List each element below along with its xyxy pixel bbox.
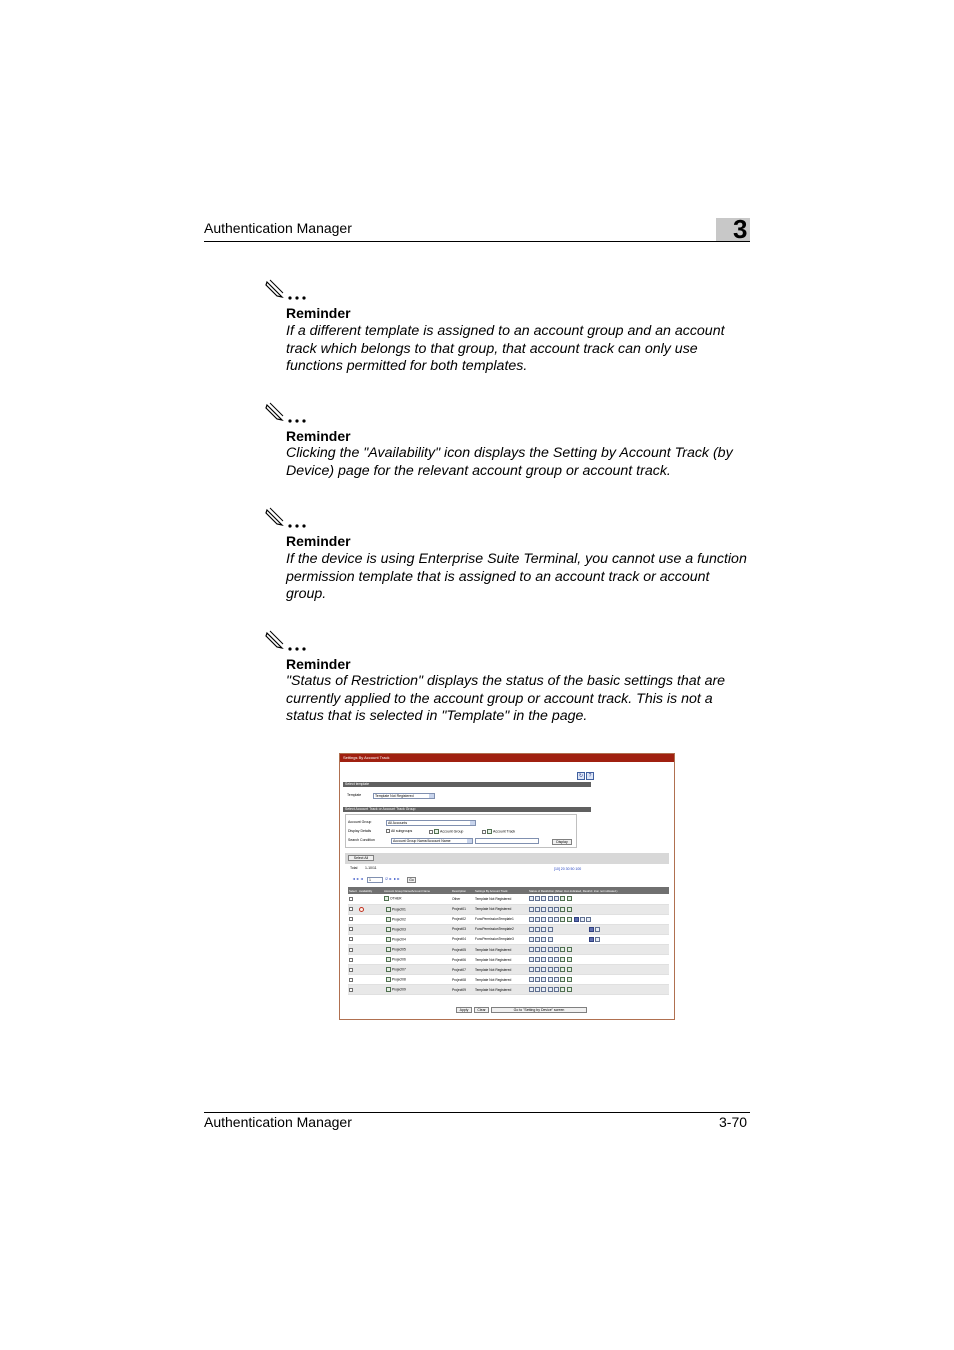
table-row [348, 944, 669, 954]
reminder-text: Clicking the "Availability" icon displays the Setting by Account Track (by Device) page for the relevant account group or account track. [286, 445, 733, 479]
account-track-icon [386, 947, 391, 952]
account-track-icon [386, 957, 391, 962]
row-checkbox[interactable] [349, 917, 353, 921]
row-name: Project09 [391, 987, 406, 992]
copy-icon [529, 957, 534, 962]
print-icon [535, 927, 540, 932]
paper-icon [595, 937, 600, 942]
availability-icon[interactable] [359, 907, 364, 912]
account-track-option-label: Account Track [493, 829, 516, 834]
grid-icon [567, 907, 572, 912]
help-icon[interactable]: ? [586, 772, 594, 780]
fax-icon [548, 927, 553, 932]
row-name: OTHER [390, 896, 402, 901]
row-checkbox[interactable] [349, 927, 353, 931]
row-description: Project05 [451, 944, 474, 954]
scan-icon [541, 937, 546, 942]
account-track-icon [386, 917, 391, 922]
print-icon [535, 957, 540, 962]
copy-icon [529, 907, 534, 912]
row-template: Template Not Registered [474, 975, 528, 985]
scan-icon [541, 987, 546, 992]
scan-icon [541, 907, 546, 912]
apply-button[interactable]: Apply [456, 1007, 472, 1013]
account-group-label: Account Group [348, 820, 372, 824]
account-track-checkbox[interactable] [482, 830, 486, 834]
box-icon [554, 977, 559, 982]
table-row [348, 924, 669, 934]
column-header: Status of Restriction (Allow: Icon indicated, Restrict: Icon not indicated.) [528, 887, 669, 894]
table-row [348, 965, 669, 975]
row-template: Template Not Registered [474, 955, 528, 965]
row-template: FuncPermissionTemplate2 [474, 924, 528, 934]
account-group-option[interactable] [429, 829, 463, 834]
box-icon [554, 967, 559, 972]
row-description: Project02 [451, 914, 474, 924]
nav-next[interactable]: /2 ► ►► [385, 877, 401, 881]
account-track-option[interactable] [482, 829, 515, 834]
fax-icon [548, 987, 553, 992]
total-value: 1-10/11 [365, 866, 377, 870]
box-icon [554, 907, 559, 912]
row-checkbox[interactable] [349, 907, 353, 911]
row-name: Project04 [391, 937, 406, 942]
fax-icon [548, 957, 553, 962]
grid-icon [567, 917, 572, 922]
subgroups-checkbox[interactable] [386, 829, 390, 833]
edit-icon [560, 967, 565, 972]
account-track-icon [386, 927, 391, 932]
scan-icon [541, 977, 546, 982]
template-label: Template [347, 793, 362, 797]
row-template: Template Not Registered [474, 904, 528, 914]
grid-icon [567, 947, 572, 952]
reminder-title: Reminder [286, 305, 351, 321]
account-group-value: All Accounts [388, 821, 408, 825]
grid-icon [567, 977, 572, 982]
row-description: Project07 [451, 965, 474, 975]
account-track-icon [386, 967, 391, 972]
chapter-number: 3 [733, 214, 748, 244]
row-template: Template Not Registered [474, 965, 528, 975]
search-condition-value: Account Group Name/Account Name [393, 839, 451, 843]
copy-icon [529, 896, 534, 901]
search-condition-select[interactable] [391, 838, 473, 844]
account-track-icon [386, 937, 391, 942]
column-header: Description [451, 887, 474, 894]
account-track-icon [386, 977, 391, 982]
search-condition-label: Search Condition [348, 838, 375, 842]
row-description: Other [451, 894, 474, 904]
template-select-value: Template Not Registered [375, 794, 414, 798]
pencil-note-icon [264, 506, 314, 532]
row-checkbox[interactable] [349, 968, 353, 972]
copy-icon [529, 947, 534, 952]
total-label: Total [350, 866, 358, 870]
lock-icon [589, 927, 594, 932]
fax-icon [548, 967, 553, 972]
row-name: Project05 [391, 947, 406, 952]
account-group-checkbox[interactable] [429, 830, 433, 834]
paper-icon [595, 927, 600, 932]
box-icon [554, 947, 559, 952]
box-icon [554, 957, 559, 962]
box-icon [554, 896, 559, 901]
row-description: Project06 [451, 955, 474, 965]
edit-icon [560, 957, 565, 962]
edit-icon [560, 907, 565, 912]
section-account-header: Select Account Track or Account Track Group [343, 807, 591, 812]
row-description: Project08 [451, 975, 474, 985]
status-icons [528, 934, 669, 944]
table-row [348, 894, 669, 904]
subgroups-option[interactable] [386, 829, 412, 834]
account-track-icon [386, 987, 391, 992]
pencil-note-icon [264, 278, 314, 304]
page-input[interactable]: 1 [367, 877, 383, 883]
scan-icon [541, 967, 546, 972]
column-header: Availability [358, 887, 383, 894]
row-description: Project09 [451, 985, 474, 995]
reminder-title: Reminder [286, 428, 351, 444]
go-button[interactable]: Go [407, 877, 416, 883]
table-row [348, 914, 669, 924]
row-name: Project07 [391, 967, 406, 972]
row-name: Project06 [391, 957, 406, 962]
reminder-text: If the device is using Enterprise Suite Terminal, you cannot use a function permission template that is assigned to an account track or account group. [286, 551, 747, 603]
page-size-options[interactable]: [10] 20 30 50 100 [554, 867, 582, 871]
edit-icon [560, 896, 565, 901]
box-icon [554, 917, 559, 922]
select-all-button[interactable]: Select All [348, 855, 374, 861]
running-footer: Authentication Manager [204, 1114, 352, 1130]
row-template: FuncPermissionTemplate1 [474, 914, 528, 924]
fax-icon [548, 907, 553, 912]
page-number: 3-70 [719, 1114, 748, 1130]
column-header: Account Group Name/Account Name [383, 887, 451, 894]
copy-icon [529, 987, 534, 992]
copy-icon [529, 977, 534, 982]
table-row [348, 904, 669, 914]
row-template: FuncPermissionTemplate3 [474, 934, 528, 944]
fax-icon [548, 917, 553, 922]
account-group-option-label: Account Group [440, 829, 464, 834]
row-description: Project01 [451, 904, 474, 914]
status-icons [528, 985, 669, 995]
row-description: Project03 [451, 924, 474, 934]
reminder-text: If a different template is assigned to an account group and an account track which belongs to that group, that account track can only use functions permitted for both templates. [286, 323, 725, 375]
row-template: Template Not Registered [474, 894, 528, 904]
group-icon [434, 829, 439, 834]
table-row [348, 934, 669, 944]
lock-icon [589, 937, 594, 942]
chevron-down-icon [470, 821, 475, 825]
copy-icon [529, 967, 534, 972]
print-icon [535, 987, 540, 992]
template-select[interactable] [373, 793, 435, 799]
clear-button[interactable]: Clear [474, 1007, 489, 1013]
copy-icon [529, 927, 534, 932]
column-header: Settings By Account Track [474, 887, 528, 894]
section-template-header: Select template [343, 782, 591, 787]
scan-icon [541, 947, 546, 952]
scan-icon [541, 927, 546, 932]
status-icons [528, 965, 669, 975]
row-name: Project08 [391, 977, 406, 982]
status-icons [528, 975, 669, 985]
status-icons [528, 924, 669, 934]
chevron-down-icon [429, 794, 434, 798]
account-group-icon [384, 896, 389, 901]
window-title: Settings By Account Track [340, 754, 674, 762]
scan-icon [541, 896, 546, 901]
row-name: Project01 [391, 907, 406, 912]
display-button[interactable]: Display [552, 839, 572, 845]
print-icon [535, 907, 540, 912]
status-icons [528, 894, 669, 904]
account-track-icon [386, 907, 391, 912]
track-icon [487, 829, 492, 834]
row-checkbox[interactable] [349, 978, 353, 982]
grid-icon [567, 987, 572, 992]
copy-icon [529, 937, 534, 942]
chevron-down-icon [467, 839, 472, 843]
running-header: Authentication Manager [204, 220, 352, 236]
paper-icon [580, 917, 585, 922]
subgroups-label: All subgroups [391, 829, 413, 833]
status-icons [528, 904, 669, 914]
print-icon [535, 947, 540, 952]
fax-icon [548, 896, 553, 901]
print-icon [535, 937, 540, 942]
table-row [348, 955, 669, 965]
column-header: Select [349, 888, 357, 893]
refresh-icon[interactable]: ↻ [578, 773, 584, 779]
copy-icon [529, 917, 534, 922]
row-description: Project04 [451, 934, 474, 944]
table-row [348, 975, 669, 985]
select-all-band [345, 853, 669, 864]
row-checkbox[interactable] [349, 988, 353, 992]
status-icons [528, 914, 669, 924]
search-input[interactable] [475, 838, 539, 844]
pencil-note-icon [264, 401, 314, 427]
toolbar-icons [576, 764, 594, 782]
nav-prev[interactable]: ◄◄ ◄ [352, 877, 364, 881]
status-icons [528, 944, 669, 954]
fax-icon [548, 937, 553, 942]
grid-icon [567, 957, 572, 962]
grid-icon [567, 896, 572, 901]
table-row [348, 985, 669, 995]
print-icon [535, 977, 540, 982]
account-group-select[interactable] [386, 820, 476, 826]
edit-icon [560, 987, 565, 992]
key-icon [586, 917, 591, 922]
row-checkbox[interactable] [349, 897, 353, 901]
row-template: Template Not Registered [474, 985, 528, 995]
edit-icon [560, 977, 565, 982]
row-checkbox[interactable] [349, 958, 353, 962]
row-template: Template Not Registered [474, 944, 528, 954]
row-checkbox[interactable] [349, 937, 353, 941]
box-icon [554, 987, 559, 992]
edit-icon [560, 947, 565, 952]
row-name: Project03 [391, 927, 406, 932]
header-rule [204, 241, 750, 242]
fax-icon [548, 977, 553, 982]
scan-icon [541, 917, 546, 922]
row-name: Project02 [391, 917, 406, 922]
edit-icon [560, 917, 565, 922]
print-icon [535, 917, 540, 922]
reminder-title: Reminder [286, 656, 351, 672]
reminder-title: Reminder [286, 533, 351, 549]
print-icon [535, 967, 540, 972]
reminder-text: "Status of Restriction" displays the status of the basic settings that are currently applied to the account group or account track. This is not a status that is selected in "Template" in the page. [286, 673, 726, 725]
settings-screenshot [339, 753, 675, 1020]
footer-rule [204, 1112, 750, 1113]
account-table [348, 887, 669, 995]
pencil-note-icon [264, 629, 314, 655]
goto-setting-by-device-button[interactable]: Go to "Setting by Device" screen [491, 1007, 587, 1013]
row-checkbox[interactable] [349, 948, 353, 952]
status-icons [528, 955, 669, 965]
display-details-label: Display Details [348, 829, 372, 833]
scan-icon [541, 957, 546, 962]
grid-icon [567, 967, 572, 972]
lock-icon [574, 917, 579, 922]
print-icon [535, 896, 540, 901]
fax-icon [548, 947, 553, 952]
